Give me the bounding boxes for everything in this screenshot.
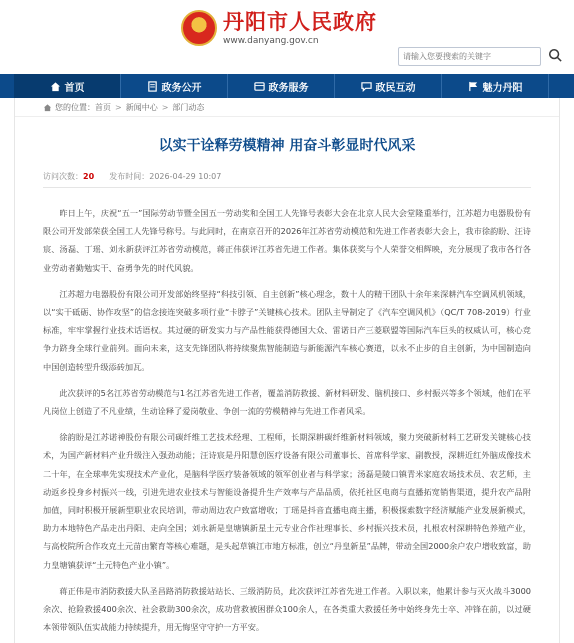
article-body [43, 204, 531, 636]
breadcrumb-dept-news[interactable]: 部门动态 [172, 102, 205, 112]
article-title: 以实干诠释劳模精神 用奋斗彰显时代风采 [158, 138, 416, 154]
article-paragraph: 此次获评的5名江苏省劳动模范与1名江苏省先进工作者，覆盖消防救援、新材料研发、脑机接口、乡村振兴等多个领域，他们在平凡岗位上创造了不凡业绩，生动诠释了爱岗敬业、争创一流的劳模精神与先进工作者风采。 [43, 387, 531, 417]
nav-item-home[interactable] [14, 74, 121, 98]
breadcrumb-separator: > [115, 102, 122, 112]
article-paragraph: 蒋正伟是市消防救援大队圣昌路消防救援站站长、三级消防员，此次获评江苏省先进工作者。入职以来，他累计参与灭火战斗3000余次、抢险救援400余次、社会救助300余次，成功营救被困群众100余人，在各类重大救援任务中始终身先士卒、冲锋在前，以过硬本领带领队伍实战能力持续提升，用无悔坚守守护一方平安。 [43, 585, 531, 633]
article-paragraph: 徐韵盼是江苏诺神股份有限公司碳纤维工艺技术经理、工程师，长期深耕碳纤维新材料领域，聚力突破新材料工艺研发关键核心技术，为国产新材料产业升级注入强劲动能；汪诗宸是丹阳慧创医疗设备有限公司董事长、首席科学家、副教授，深耕近红外脑成像技术二十年，在全球率先实现技术产业化，是脑科学医疗装备领域的领军创业者与科学家；汤磊是陵口镇青米家庭农场技术员、农艺师，主动返乡投身乡村振兴一线，引进先进农业技术与智能设备提升生产效率与产品品质，依托社区电商与直播拓宽销售渠道，提升农产品附加值，同时积极开展新型职业农民培训，带动周边农户致富增收；丁瑶是抖音直播电商主播，积极探索数字经济赋能产业发展新模式，助力本地特色产品走出丹阳、走向全国；刘永新是皇塘镇新星土元专业合作社理事长、乡村振兴技术员，扎根农村深耕特色养殖产业，与高校院所合作攻克土元苗由繁育等核心难题，是头起草镇江市地方标准，创立“丹皇新星”品牌，带动全国2000余户农户增收致富，助力皇塘镇获评“土元特色产业小镇”。 [43, 432, 531, 570]
views-label: 访问次数： [43, 172, 83, 181]
nav-item-label: 政务公开 [161, 82, 202, 94]
flag-icon [468, 81, 479, 92]
nav-item-charm[interactable] [442, 74, 549, 98]
nav-item-label: 政务服务 [268, 82, 309, 94]
search-input[interactable] [398, 47, 541, 66]
breadcrumb-news-center[interactable]: 新闻中心 [125, 102, 158, 112]
house-icon [50, 81, 61, 92]
nav-item-gov-service[interactable] [228, 74, 335, 98]
article-paragraph: 江苏超力电器股份有限公司开发部始终坚持“科技引领、自主创新”核心理念，数十人的精干团队十余年来深耕汽车空调风机领域，以“实干砥砺、协作攻坚”的信念接连突破多项行业“卡脖子”关键核心技术。团队主导制定了《汽车空调风机》（QC/T 708-2019）行业标准，牢牢掌握行业技术话语权。其过硬的研发实力与产品性能获得德国大众、雷诺日产三菱联盟等国际汽车巨头的权威认可，核心竞争力跻身全球行业前列。面向未来，这支先锋团队将持续聚焦智能制造与新能源汽车核心赛道，以永不止步的自主创新，为中国制造向中国创造转型升级添砖加瓦。 [43, 288, 531, 372]
views-count: 20 [83, 172, 95, 181]
site-title: 丹阳市人民政府 [223, 9, 377, 34]
main-nav [0, 74, 574, 98]
search-button[interactable] [544, 45, 566, 67]
breadcrumb-prefix: 您的位置： [55, 102, 95, 112]
location-icon [43, 103, 52, 112]
service-icon [254, 81, 265, 92]
site-header [0, 0, 574, 74]
breadcrumb-separator: > [161, 102, 169, 112]
nav-item-label: 首页 [64, 82, 85, 94]
publish-date: 2026-04-29 10:07 [149, 172, 222, 181]
article-paragraph: 昨日上午，庆祝“五一”国际劳动节暨全国五一劳动奖和全国工人先锋号表彰大会在北京人民大会堂隆重举行，江苏超力电器股份有限公司开发部荣获全国工人先锋号称号。与此同时，在南京召开的2026年江苏省劳动模范和先进工作者表彰大会上，我市徐韵盼、汪诗宸、汤磊、丁瑶、刘永新获评江苏省劳动模范，蒋正伟获评江苏省先进工作者。集体获奖与个人荣誉交相辉映，充分展现了我市各行各业劳动者勤勉实干、奋勇争先的时代风貌。 [43, 208, 531, 273]
breadcrumb [15, 98, 559, 117]
site-logo[interactable] [181, 10, 377, 46]
nav-item-label: 魅力丹阳 [482, 82, 523, 94]
national-emblem-icon [181, 10, 217, 46]
article-container [14, 98, 560, 643]
search-icon [548, 48, 562, 62]
site-url: www.danyang.gov.cn [223, 36, 319, 46]
breadcrumb-home[interactable]: 首页 [95, 102, 111, 112]
nav-item-interaction[interactable] [335, 74, 442, 98]
nav-item-gov-info[interactable] [121, 74, 228, 98]
article-meta [43, 171, 531, 188]
chat-icon [361, 81, 372, 92]
date-label: 发布时间： [109, 172, 150, 181]
document-icon [147, 81, 158, 92]
nav-item-label: 政民互动 [375, 82, 416, 94]
